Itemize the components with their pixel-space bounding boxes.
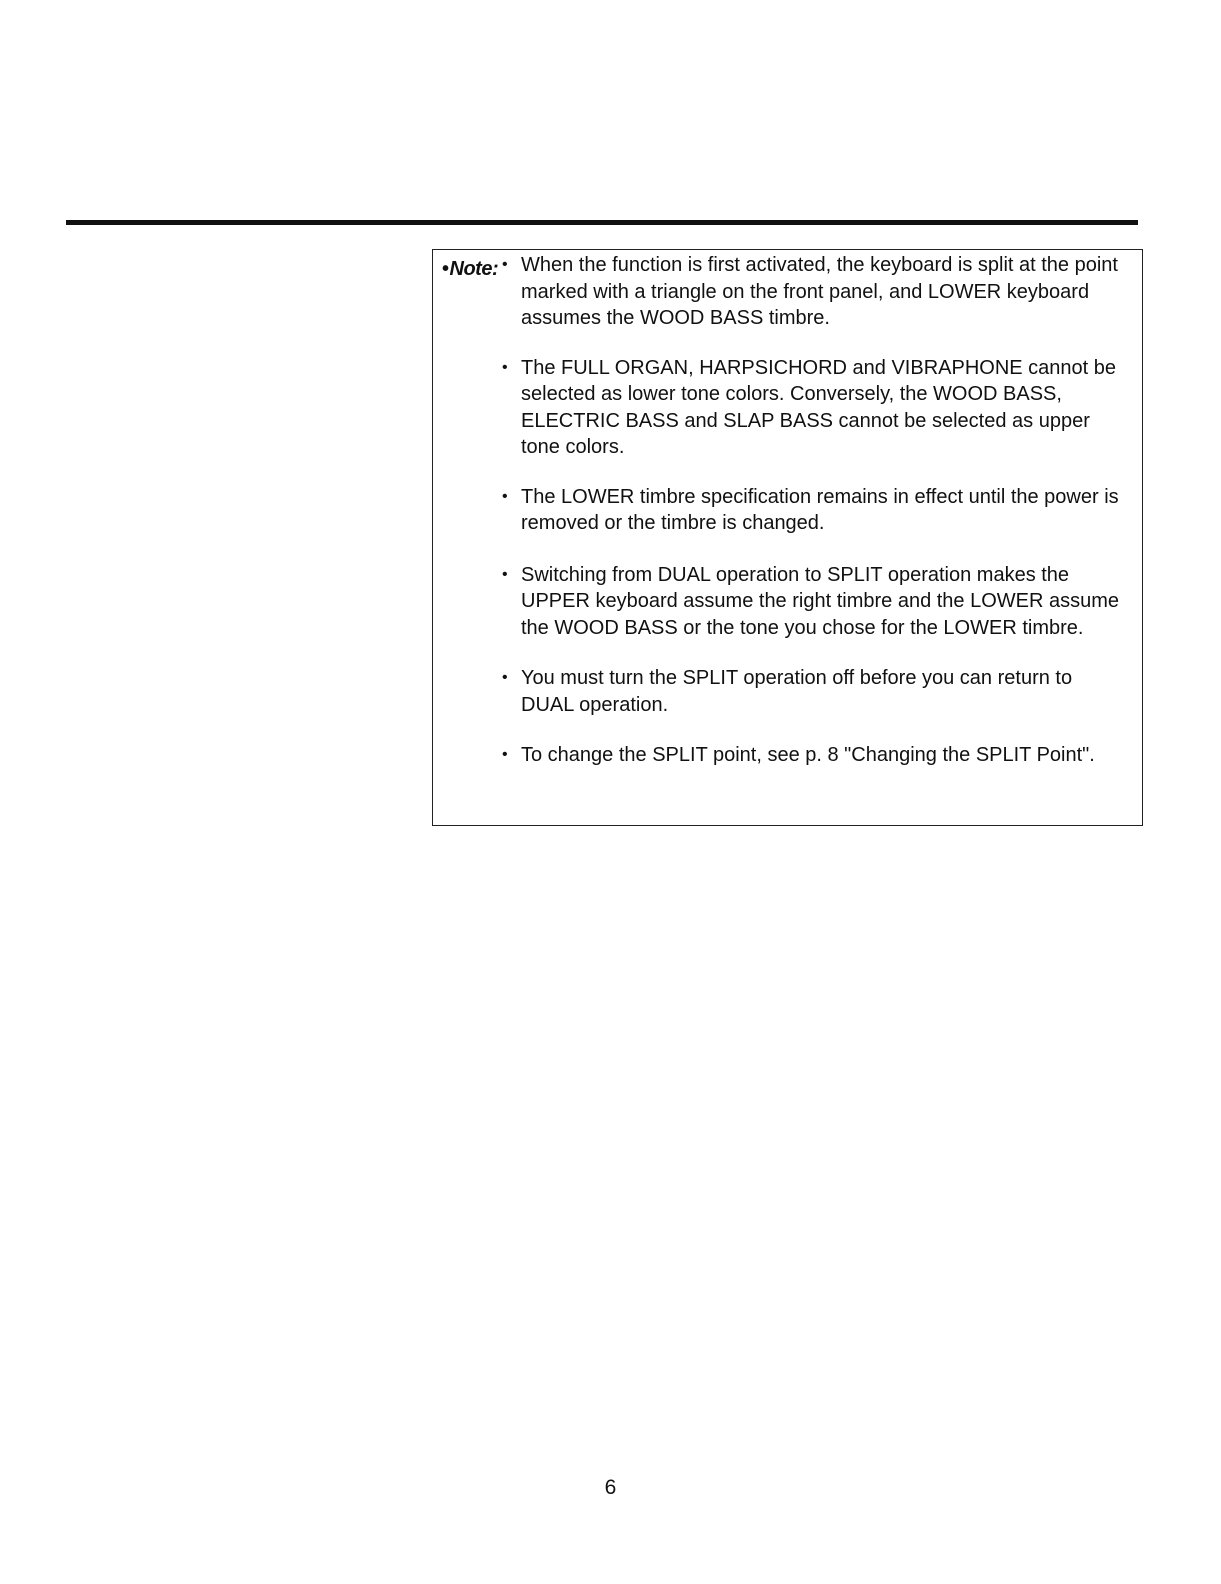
note-item-2 <box>499 355 1129 461</box>
bullet-dot-icon: • <box>502 487 508 505</box>
note-item-3 <box>499 484 1129 537</box>
note-item-5 <box>499 665 1129 718</box>
page-number: 6 <box>604 1476 617 1499</box>
top-horizontal-rule <box>66 220 1138 225</box>
note-bullet-list <box>499 252 1129 769</box>
note-item-text: When the function is first activated, the keyboard is split at the point marked with a triangle on the front panel, and LOWER keyboard assumes the WOOD BASS timbre. <box>521 254 1118 329</box>
note-item-text: You must turn the SPLIT operation off before you can return to DUAL operation. <box>521 667 1073 716</box>
bullet-dot-icon: • <box>502 669 508 686</box>
bullet-dot-icon: • <box>502 565 508 583</box>
note-label <box>442 258 498 280</box>
note-item-text: The LOWER timbre specification remains in effect until the power is removed or the timbre is changed. <box>521 485 1119 534</box>
note-item-text: To change the SPLIT point, see p. 8 "Changing the SPLIT Point". <box>521 744 1095 766</box>
note-label-text: Note: <box>449 258 499 280</box>
note-item-1 <box>499 252 1129 332</box>
note-box <box>432 249 1143 826</box>
bullet-dot-icon: • <box>502 256 508 273</box>
note-item-4 <box>499 562 1129 642</box>
note-item-6 <box>499 742 1129 769</box>
note-item-text: The FULL ORGAN, HARPSICHORD and VIBRAPHONE cannot be selected as lower tone colors. Conversely, the WOOD BASS, ELECTRIC BASS and SLAP BASS cannot be selected as upper tone colors. <box>521 356 1117 458</box>
note-item-text: Switching from DUAL operation to SPLIT operation makes the UPPER keyboard assume the right timbre and the LOWER assume the WOOD BASS or the tone you chose for the LOWER timbre. <box>521 563 1120 639</box>
note-label-bullet: • <box>442 258 449 280</box>
bullet-dot-icon: • <box>502 358 508 376</box>
bullet-dot-icon: • <box>502 746 508 763</box>
